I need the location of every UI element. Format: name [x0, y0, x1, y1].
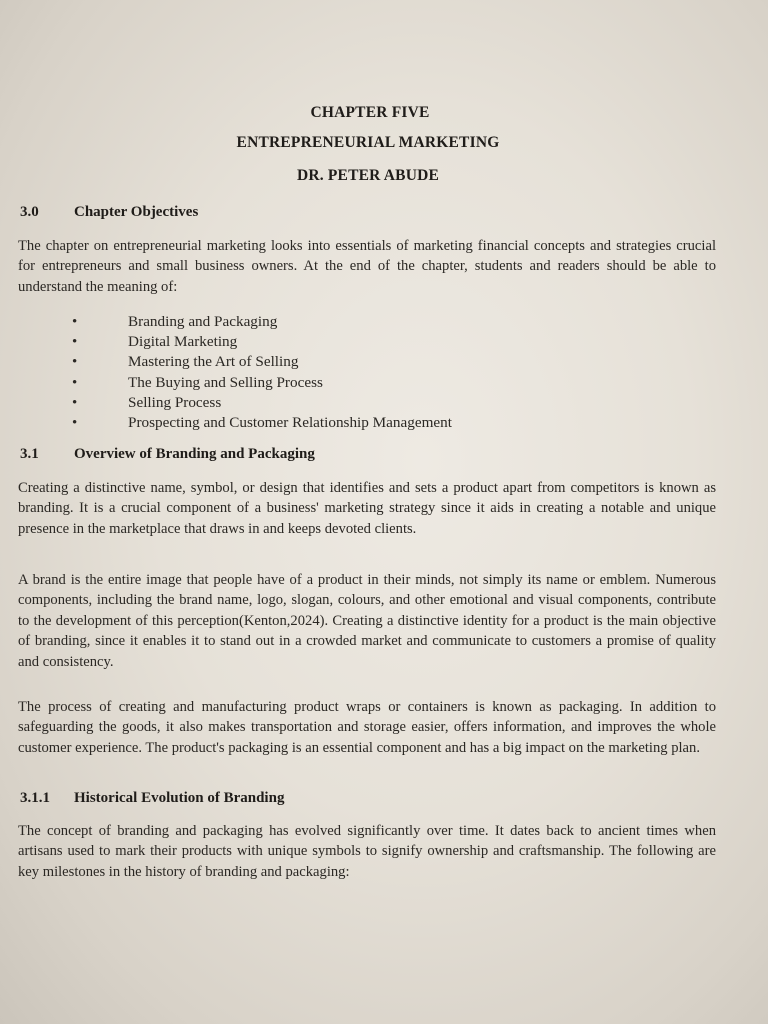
objectives-list: [72, 312, 452, 433]
section-heading-3-1: [20, 446, 315, 463]
section-title: Overview of Branding and Packaging: [74, 446, 315, 462]
branding-paragraph-1: Creating a distinctive name, symbol, or design that identifies and sets a product apart from competitors is known as branding. It is a crucial component of a business' marketing strategy since it aids in creating a notable and unique presence in the marketplace that draws in and keeps devoted clients.: [18, 480, 716, 537]
section-number: 3.1.1: [20, 790, 50, 806]
list-item: • Mastering the Art of Selling: [72, 352, 452, 372]
section-title: Chapter Objectives: [74, 204, 199, 220]
section-title: Historical Evolution of Branding: [74, 790, 285, 806]
packaging-paragraph: The process of creating and manufacturing product wraps or containers is known as packaging. In addition to safeguarding the goods, it also makes transportation and storage easier, offers information, and improves the whole customer experience. The product's packaging is an essential component and has a big impact on the marketing plan.: [18, 699, 716, 756]
history-paragraph: The concept of branding and packaging has evolved significantly over time. It dates back to ancient times when artisans used to mark their products with unique symbols to signify ownership and craftsmanship. The following are key milestones in the history of branding and packaging:: [18, 823, 716, 880]
section-number: 3.0: [20, 204, 39, 220]
list-item: • Selling Process: [72, 393, 452, 413]
objectives-intro-paragraph: The chapter on entrepreneurial marketing looks into essentials of marketing financial concepts and strategies crucial for entrepreneurs and small business owners. At the end of the chapter, students and readers should be able to understand the meaning of:: [18, 238, 716, 295]
chapter-author: DR. PETER ABUDE: [296, 167, 440, 184]
chapter-number: CHAPTER FIVE: [310, 104, 430, 121]
list-item: • Digital Marketing: [72, 332, 452, 352]
chapter-title: ENTREPRENEURIAL MARKETING: [236, 134, 500, 151]
list-item: • Branding and Packaging: [72, 312, 452, 332]
section-heading-3-0: [20, 204, 198, 221]
list-item: • The Buying and Selling Process: [72, 373, 452, 393]
section-heading-3-1-1: [20, 790, 284, 807]
branding-paragraph-2: A brand is the entire image that people have of a product in their minds, not simply its name or emblem. Numerous components, including the brand name, logo, slogan, colours, and other emotional and visual components, contribute to the development of this perception(Kenton,2024). Creating a distinctive identity for a product is the main objective of branding, since it enables it to stand out in a crowded market and communicate to customers a promise of quality and consistency.: [18, 572, 716, 670]
list-item: • Prospecting and Customer Relationship Management: [72, 413, 452, 433]
section-number: 3.1: [20, 446, 39, 462]
